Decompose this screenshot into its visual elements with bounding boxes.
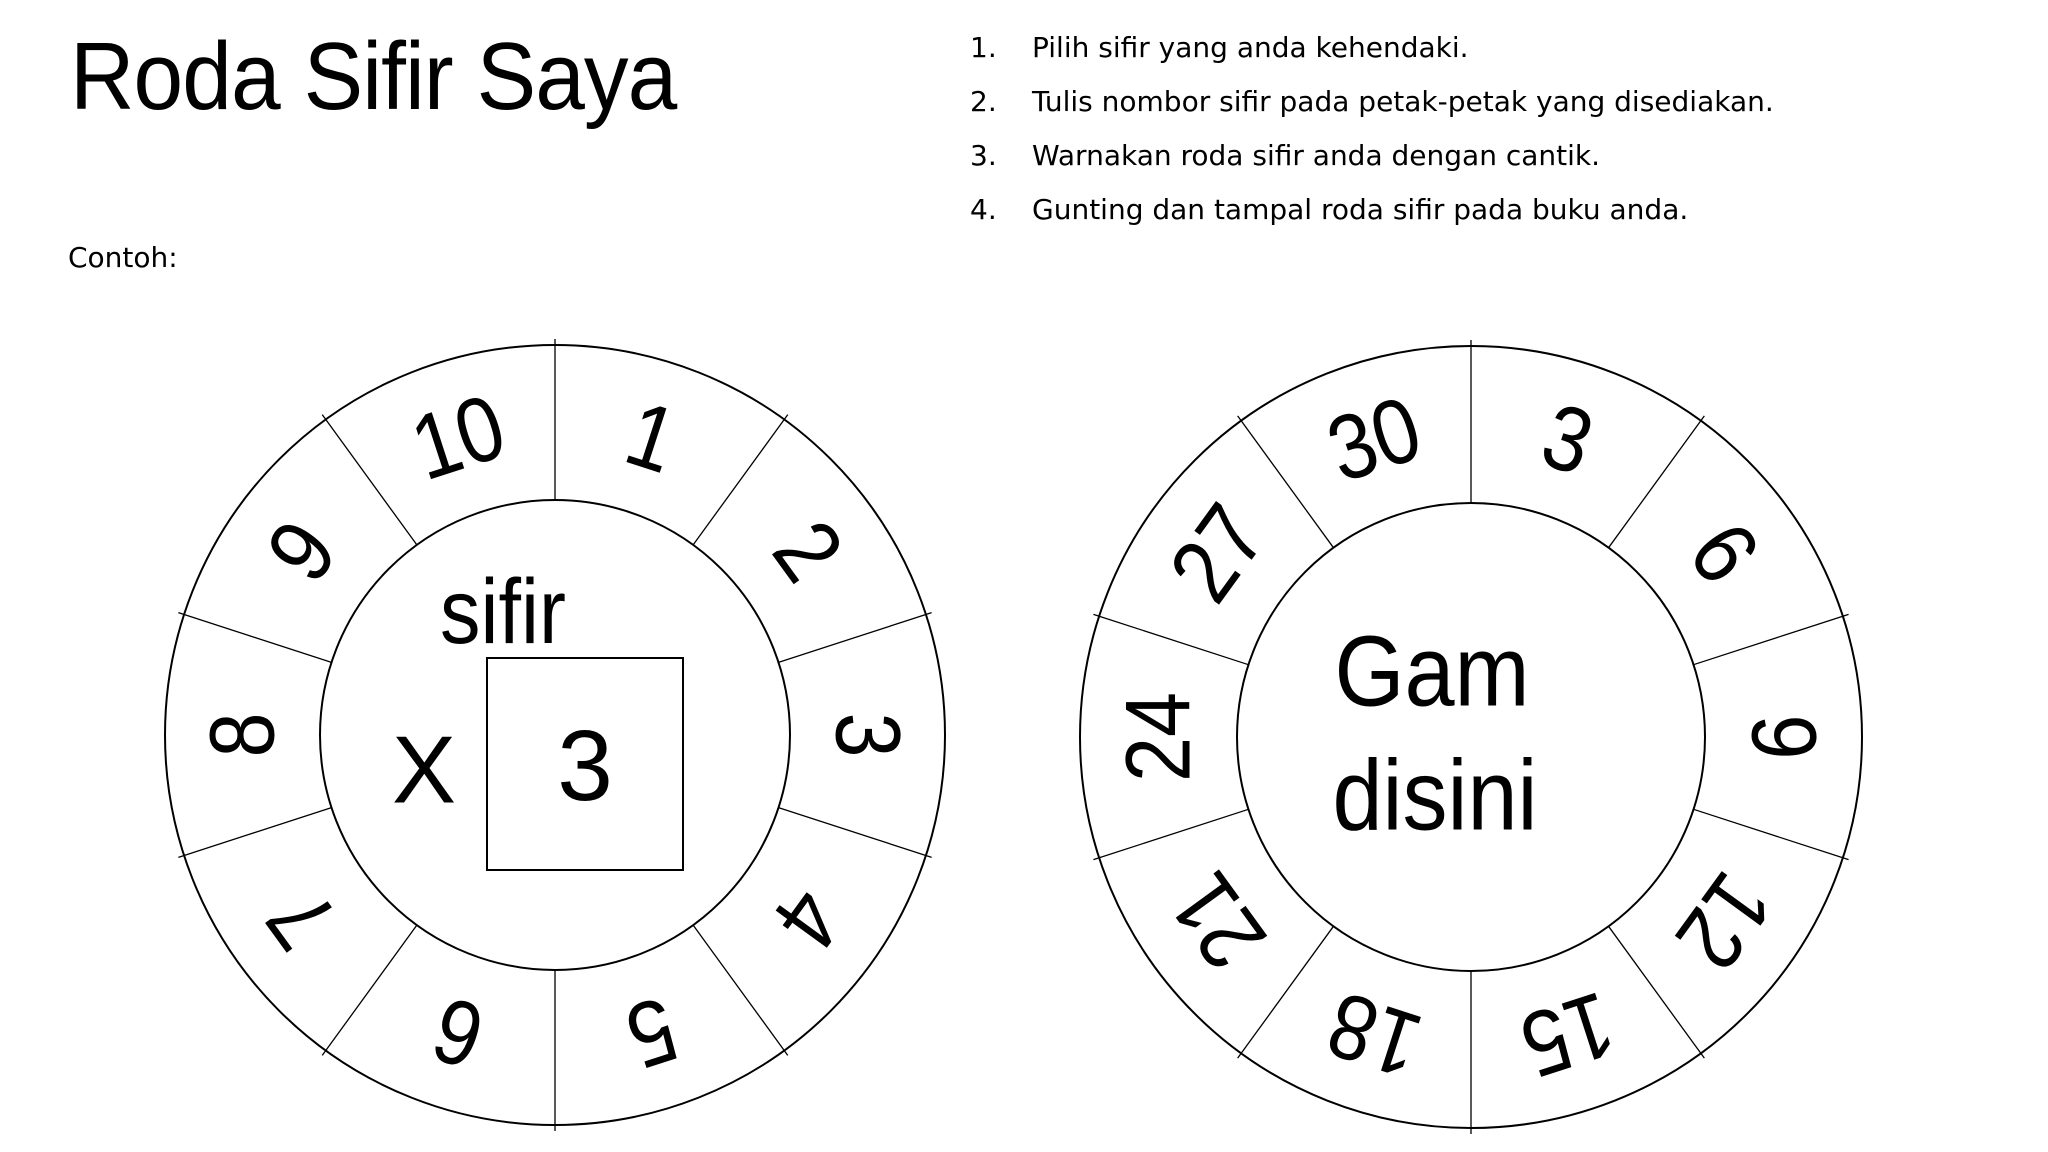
times-symbol: X <box>391 716 457 824</box>
segment-number: 7 <box>247 870 357 967</box>
segment-divider <box>1093 809 1248 859</box>
segment-number: 6 <box>1669 505 1779 602</box>
segment-number: 2 <box>753 503 863 600</box>
segment-divider <box>778 613 931 663</box>
instruction-number: 4. <box>970 193 997 226</box>
segment-divider <box>1093 614 1248 664</box>
filled-wheel <box>1080 340 1862 1134</box>
segment-divider <box>178 808 331 858</box>
example-wheel <box>165 339 945 1131</box>
instruction-number: 1. <box>970 31 997 64</box>
segment-divider <box>322 415 417 545</box>
table-number: 3 <box>557 710 613 822</box>
segment-number: 9 <box>1732 714 1835 760</box>
center-word: sifir <box>440 561 566 663</box>
segment-divider <box>178 613 331 663</box>
inner-ring <box>1237 503 1705 971</box>
segment-number: 8 <box>191 712 294 758</box>
segment-number: 3 <box>816 712 919 758</box>
segment-number: 18 <box>1315 971 1433 1097</box>
segment-number: 30 <box>1315 377 1433 503</box>
example-label: Contoh: <box>68 241 178 274</box>
segment-number: 15 <box>1509 971 1627 1097</box>
page-title: Roda Sifir Saya <box>70 23 677 130</box>
segment-number: 3 <box>1530 384 1605 496</box>
segment-number: 9 <box>247 503 357 600</box>
segment-divider <box>322 925 417 1055</box>
instruction-text: Pilih sifir yang anda kehendaki. <box>1032 31 1469 64</box>
segment-divider <box>778 808 931 858</box>
segment-number: 4 <box>753 870 863 967</box>
segment-number: 24 <box>1107 691 1210 783</box>
segment-divider <box>1694 809 1849 859</box>
instruction-text: Warnakan roda sifir anda dengan cantik. <box>1032 139 1601 172</box>
segment-divider <box>693 925 788 1055</box>
segment-divider <box>693 415 788 545</box>
center-text-line1: Gam <box>1334 616 1530 728</box>
segment-divider <box>1609 416 1705 548</box>
segment-number: 1 <box>614 382 689 494</box>
instruction-text: Gunting dan tampal roda sifir pada buku anda. <box>1032 193 1689 226</box>
center-text-line2: disini <box>1332 740 1538 852</box>
segment-number: 6 <box>421 976 496 1088</box>
segment-number: 12 <box>1656 854 1792 988</box>
instruction-number: 3. <box>970 139 997 172</box>
segment-divider <box>1694 614 1849 664</box>
segment-number: 10 <box>399 375 517 501</box>
instruction-text: Tulis nombor sifir pada petak-petak yang disediakan. <box>1032 85 1774 118</box>
segment-number: 27 <box>1150 486 1286 620</box>
segment-number: 5 <box>614 976 689 1088</box>
instruction-number: 2. <box>970 85 997 118</box>
segment-number: 21 <box>1150 854 1286 988</box>
